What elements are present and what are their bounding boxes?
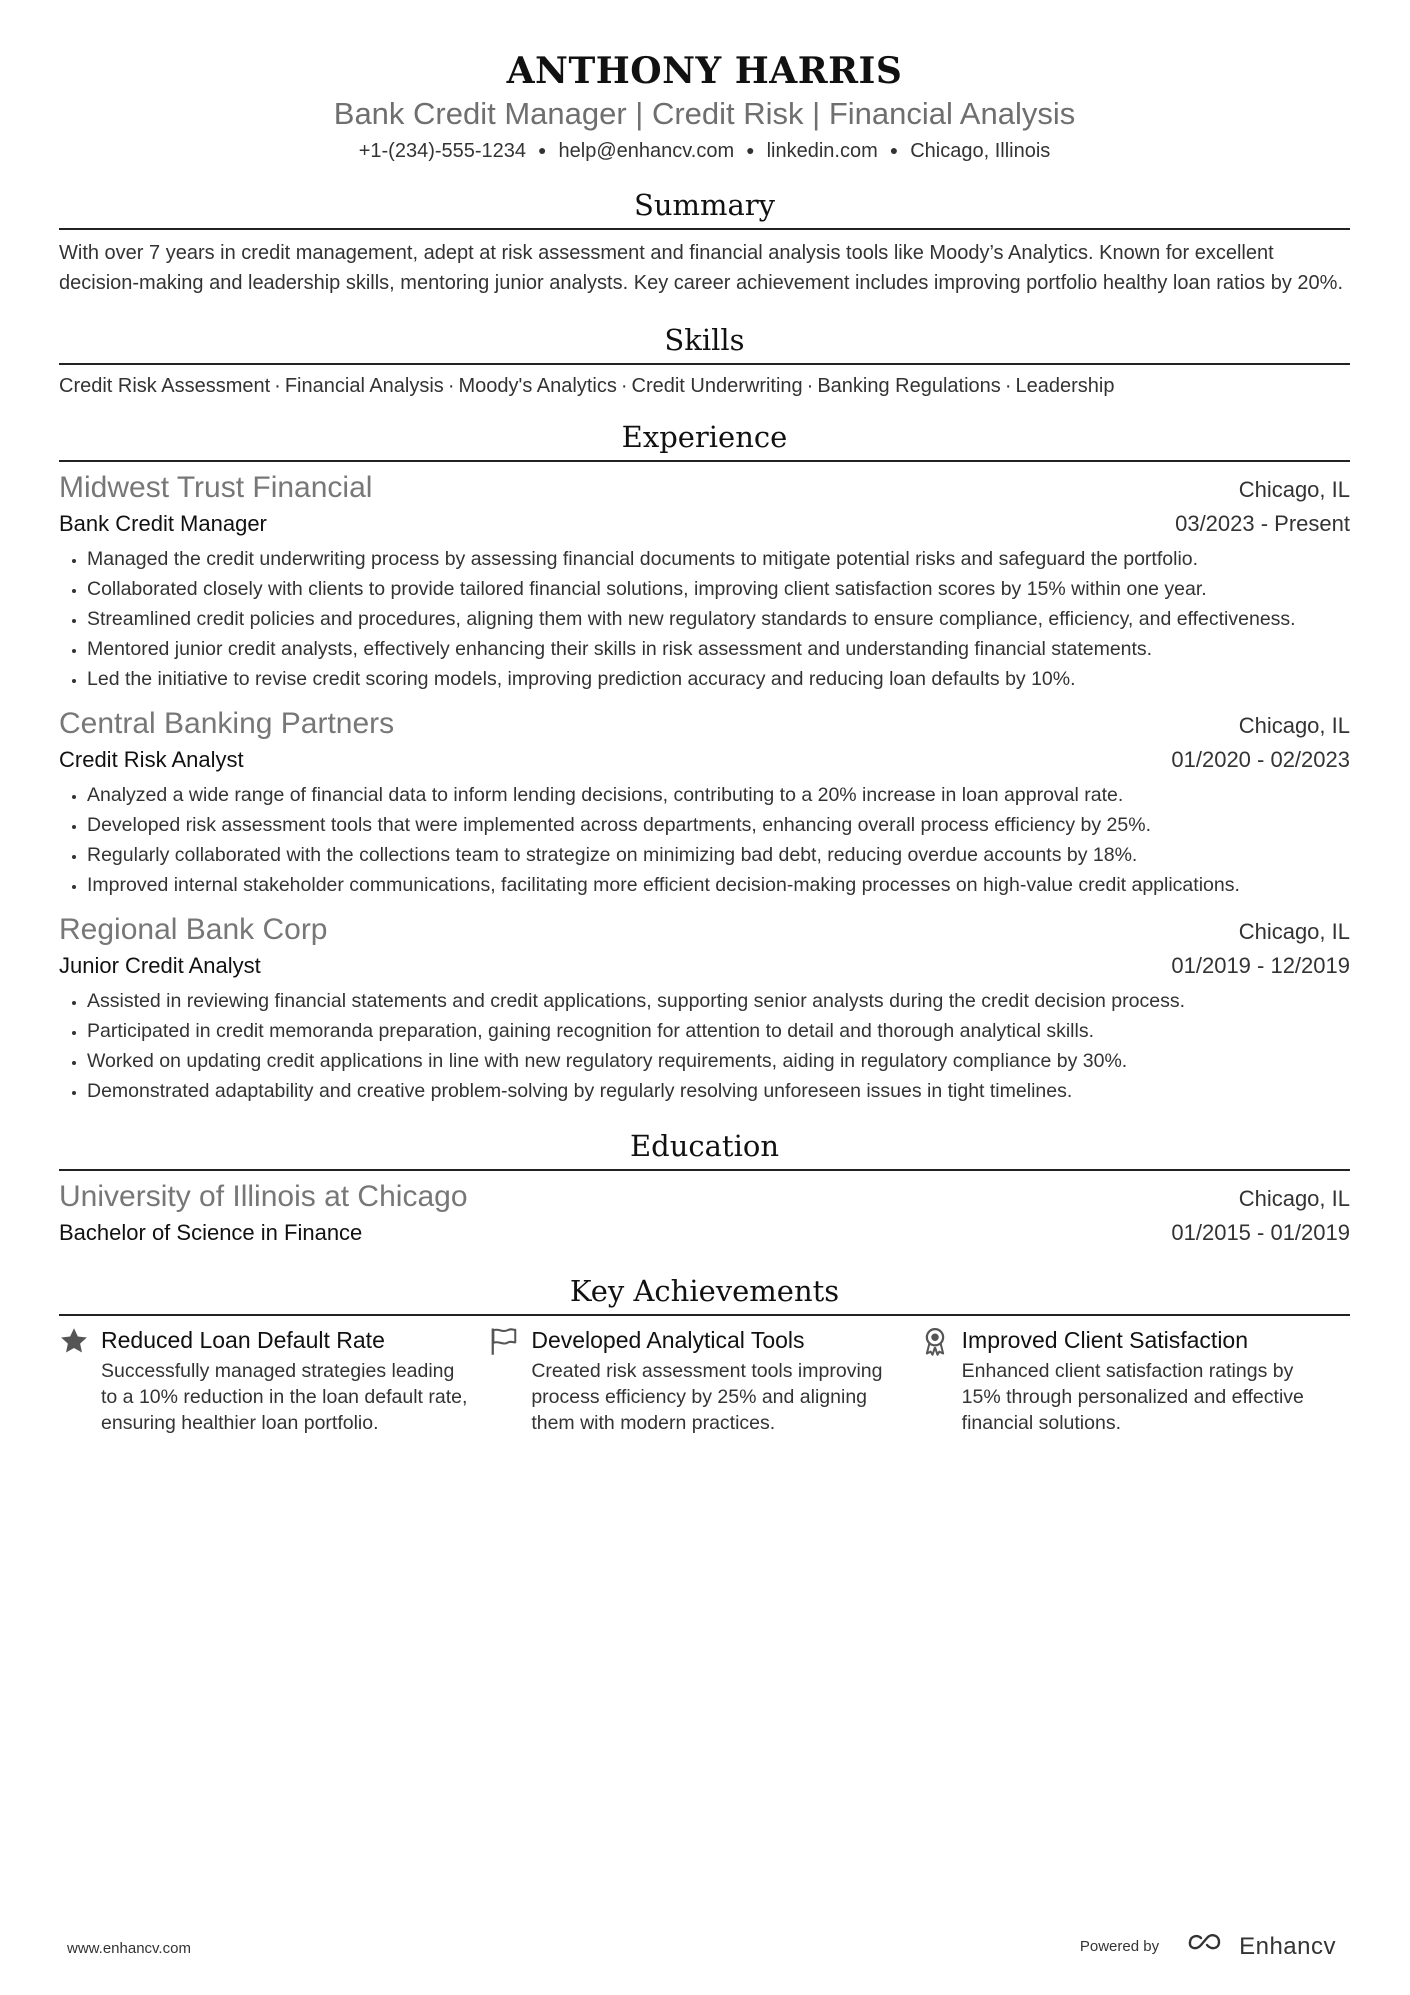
education-entry [59,1177,1350,1249]
section-title: Experience [59,417,1350,462]
bullet-item: • Mentored junior credit analysts, effectively enhancing their skills in risk assessment and understanding financial statements. [87,634,1350,664]
bullet-separator: ● [538,142,547,158]
star-icon [59,1324,101,1436]
section-title: Summary [59,185,1350,230]
candidate-headline: Bank Credit Manager | Credit Risk | Financial Analysis [333,96,1076,131]
skill-item: Moody's Analytics [458,375,617,397]
skills-section [59,320,1350,401]
skill-item: Credit Risk Assessment [59,375,271,397]
bullet-separator: ● [746,142,755,158]
achievement-text: Enhanced client satisfaction ratings by 15% through personalized and effective financial solutions. [961,1360,1304,1434]
job-bullets [59,544,1350,694]
bullet-item: • Led the initiative to revise credit scoring models, improving prediction accuracy and reducing loan defaults by 10%. [87,664,1350,694]
school-name: University of Illinois at Chicago [59,1180,468,1213]
flag-icon [489,1324,531,1436]
skill-separator: · [447,375,455,397]
degree: Bachelor of Science in Finance [59,1220,363,1245]
job-dates: 03/2023 - Present [1175,511,1350,536]
resume-header [59,48,1350,165]
skill-item: Leadership [1015,375,1115,397]
award-icon [920,1324,962,1436]
job-title: Junior Credit Analyst [59,953,261,978]
bullet-item: • Improved internal stakeholder communications, facilitating more efficient decision-making processes on high-value credit applications. [87,870,1350,900]
education-dates: 01/2015 - 01/2019 [1171,1220,1350,1245]
skill-separator: · [806,375,814,397]
job-dates: 01/2020 - 02/2023 [1171,747,1350,772]
bullet-item: • Demonstrated adaptability and creative problem-solving by regularly resolving unforeseen issues in tight timelines. [87,1076,1350,1106]
job-title: Bank Credit Manager [59,511,267,536]
skill-separator: · [274,375,281,397]
bullet-item: • Assisted in reviewing financial statements and credit applications, supporting senior analysts during the credit decision process. [87,986,1350,1016]
footer-branding [1080,1932,1336,1961]
achievement-title: Improved Client Satisfaction [961,1327,1249,1353]
linkedin-link[interactable]: linkedin.com [766,140,878,162]
phone[interactable]: +1-(234)-555-1234 [358,140,527,162]
bullet-separator: ● [889,142,899,158]
bullet-item: • Collaborated closely with clients to provide tailored financial solutions, improving client satisfaction scores by 15% within one year. [87,574,1350,604]
skill-separator: · [620,375,628,397]
job-dates: 01/2019 - 12/2019 [1171,953,1350,978]
bullet-item: • Developed risk assessment tools that were implemented across departments, enhancing overall process efficiency by 25%. [87,810,1350,840]
bullet-item: • Participated in credit memoranda preparation, gaining recognition for attention to detail and thorough analytical skills. [87,1016,1350,1046]
section-title: Key Achievements [59,1271,1350,1316]
experience-section [59,417,1350,1106]
achievement-title: Developed Analytical Tools [531,1327,805,1353]
summary-text: With over 7 years in credit management, adept at risk assessment and financial analysis tools like Moody’s Analytics. Known for excellent decision-making and leadership skills, mentoring junior analysts. Key career achievement includes improving portfolio healthy loan ratios by 20%. [59,242,1343,294]
achievement-item [489,1324,919,1436]
job-bullets [59,986,1350,1106]
company-name: Central Banking Partners [59,707,395,740]
skills-list [59,371,1350,401]
location: Chicago, Illinois [910,140,1051,162]
achievement-title: Reduced Loan Default Rate [101,1327,385,1353]
job-entry [59,704,1350,900]
bullet-item: • Analyzed a wide range of financial data to inform lending decisions, contributing to a 20% increase in loan approval rate. [87,780,1350,810]
email[interactable]: help@enhancv.com [558,140,735,162]
education-section [59,1126,1350,1249]
achievement-item [59,1324,489,1436]
brand-name: Enhancv [1239,1932,1336,1960]
job-bullets [59,780,1350,900]
summary-section [59,185,1350,298]
bullet-item: • Regularly collaborated with the collections team to strategize on minimizing bad debt, reducing overdue accounts by 18%. [87,840,1350,870]
bullet-item: • Worked on updating credit applications in line with new regulatory requirements, aiding in regulatory compliance by 30%. [87,1046,1350,1076]
job-entry [59,910,1350,1106]
achievements-grid [59,1324,1350,1436]
bullet-item: • Streamlined credit policies and procedures, aligning them with new regulatory standards to ensure compliance, efficiency, and effectiveness. [87,604,1350,634]
skill-item: Banking Regulations [817,375,1001,397]
company-name: Regional Bank Corp [59,913,328,946]
candidate-name: ANTHONY HARRIS [506,50,903,92]
job-location: Chicago, IL [1238,919,1350,944]
school-location: Chicago, IL [1238,1186,1350,1211]
achievements-section [59,1271,1350,1436]
bullet-item: • Managed the credit underwriting process by assessing financial documents to mitigate potential risks and safeguard the portfolio. [87,544,1350,574]
enhancv-logo-icon [1185,1932,1231,1961]
section-title: Skills [59,320,1350,365]
achievement-text: Created risk assessment tools improving process efficiency by 25% and aligning them with modern practices. [531,1360,883,1434]
achievement-text: Successfully managed strategies leading to a 10% reduction in the loan default rate, ensuring healthier loan portfolio. [101,1360,468,1434]
job-entry [59,468,1350,694]
section-title: Education [59,1126,1350,1171]
company-name: Midwest Trust Financial [59,471,373,504]
skill-item: Financial Analysis [284,375,444,397]
job-location: Chicago, IL [1238,477,1350,502]
contact-line [59,136,1350,165]
achievement-item [920,1324,1350,1436]
footer-website[interactable]: www.enhancv.com [67,1940,191,1957]
skill-item: Credit Underwriting [631,375,803,397]
skill-separator: · [1004,375,1012,397]
job-title: Credit Risk Analyst [59,747,244,772]
job-location: Chicago, IL [1238,713,1350,738]
powered-by-label: Powered by [1079,1938,1160,1955]
